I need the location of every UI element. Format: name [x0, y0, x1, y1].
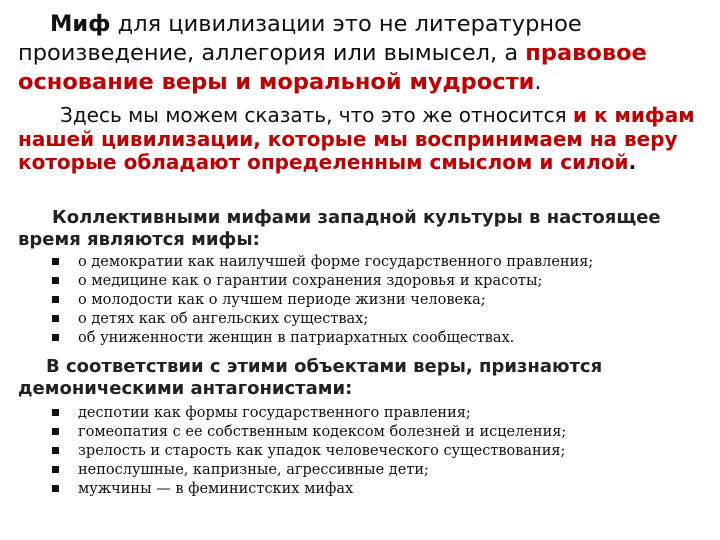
square-bullet-icon: [52, 466, 59, 473]
square-bullet-icon: [52, 277, 59, 284]
square-bullet-icon: [52, 334, 59, 341]
list-item: [52, 480, 712, 499]
list-item-text: гомеопатия с ее собственным кодексом болезней и исцеления;: [78, 424, 567, 440]
square-bullet-icon: [52, 428, 59, 435]
square-bullet-icon: [52, 485, 59, 492]
list-item: [52, 253, 712, 272]
civilization-myths-text: Здесь мы можем сказать, что это же относится: [60, 103, 573, 127]
list-item: [52, 291, 712, 310]
list-item: [52, 404, 712, 423]
civilization-myths-period: .: [628, 150, 637, 174]
myth-definition-highlight: правовое основание веры и моральной мудрости: [18, 40, 647, 95]
civilization-myths-paragraph: [18, 104, 708, 175]
square-bullet-icon: [52, 296, 59, 303]
square-bullet-icon: [52, 258, 59, 265]
antagonists-list: [52, 404, 712, 499]
western-myths-list: [52, 253, 712, 348]
list-item-text: мужчины — в феминистских мифах: [78, 481, 354, 497]
western-myths-heading: [18, 207, 708, 251]
myth-term: Миф: [50, 11, 111, 37]
western-myths-heading-text: Коллективными мифами западной культуры в настоящее время являются мифы:: [18, 207, 661, 250]
antagonists-heading: [18, 356, 708, 400]
list-item-text: об униженности женщин в патриархатных сообществах.: [78, 330, 515, 346]
list-item: [52, 329, 712, 348]
list-item: [52, 310, 712, 329]
list-item-text: о медицине как о гарантии сохранения здоровья и красоты;: [78, 273, 543, 289]
list-item-text: о демократии как наилучшей форме государственного правления;: [78, 254, 594, 270]
square-bullet-icon: [52, 409, 59, 416]
antagonists-heading-text: В соответствии с этими объектами веры, признаются демоническими антагонистами:: [18, 356, 603, 399]
list-item-text: о молодости как о лучшем периоде жизни человека;: [78, 292, 486, 308]
myth-definition-text: для цивилизации это не литературное произведение, аллегория или вымысел, а: [18, 11, 582, 66]
list-item: [52, 272, 712, 291]
list-item: [52, 423, 712, 442]
list-item: [52, 442, 712, 461]
square-bullet-icon: [52, 315, 59, 322]
list-item-text: непослушные, капризные, агрессивные дети;: [78, 462, 429, 478]
list-item-text: зрелость и старость как упадок человеческого существования;: [78, 443, 566, 459]
list-item-text: о детях как об ангельских существах;: [78, 311, 369, 327]
myth-definition-paragraph: [18, 10, 708, 97]
square-bullet-icon: [52, 447, 59, 454]
myth-definition-period: .: [534, 69, 542, 95]
civilization-myths-highlight: и к мифам нашей цивилизации, которые мы воспринимаем на веру которые обладают определенным смыслом и силой: [18, 103, 695, 174]
list-item-text: деспотии как формы государственного правления;: [78, 405, 471, 421]
list-item: [52, 461, 712, 480]
